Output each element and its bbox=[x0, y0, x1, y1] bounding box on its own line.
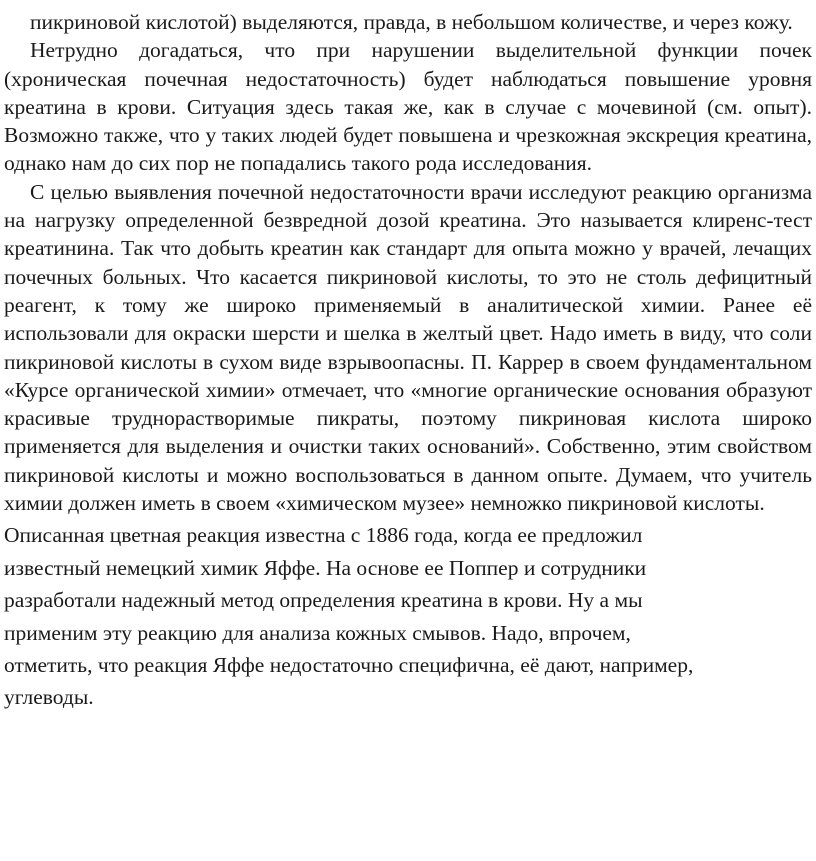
text-line: известный немецкий химик Яффе. На основе ее Поппер и сотрудники bbox=[4, 555, 647, 580]
text-line: углеводы. bbox=[4, 685, 94, 710]
text-line: разработали надежный метод определения креатина в крови. Ну а мы bbox=[4, 588, 643, 613]
text-line: Описанная цветная реакция известна с 1886 года, когда ее предложил bbox=[4, 523, 643, 548]
paragraph-kidney-function: Нетрудно догадаться, что при нарушении выделительной функции почек (хроническая почечная недостаточность) будет наблюдаться повышение уровня креатина в крови. Ситуация здесь такая же, как в случае с мочевиной (см. опыт). Возможно также, что у таких людей будет повышена и чрезкожная экскреция креатина, однако нам до сих пор не попадались такого рода исследования. bbox=[4, 38, 812, 176]
text-line: применим эту реакцию для анализа кожных смывов. Надо, впрочем, bbox=[4, 620, 631, 645]
paragraph-jaffe-reaction bbox=[4, 519, 812, 713]
paragraph-continuation: пикриновой кислотой) выделяются, правда, в небольшом количестве, и через кожу. bbox=[30, 10, 793, 34]
paragraph-picric-acid: С целью выявления почечной недостаточности врачи исследуют реакцию организма на нагрузку определенной безвредной дозой креатина. Это называется клиренс-тест креатинина. Так что добыть креатин как стандарт для опыта можно у врачей, лечащих почечных больных. Что касается пикриновой кислоты, то это не столь дефицитный реагент, к тому же широко применяемый в аналитической химии. Ранее её использовали для окраски шерсти и шелка в желтый цвет. Надо иметь в виду, что соли пикриновой кислоты в сухом виде взрывоопасны. П. Каррер в своем фундаментальном «Курсе органической химии» отмечает, что «многие органические основания образуют красивые труднорастворимые пикраты, поэтому пикриновая кислота широко применяется для выделения и очистки таких оснований». Собственно, этим свойством пикриновой кислоты и можно воспользоваться в данном опыте. Думаем, что учитель химии должен иметь в своем «химическом музее» немножко пикриновой кислоты. bbox=[4, 179, 812, 516]
text-line: отметить, что реакция Яффе недостаточно специфична, её дают, например, bbox=[4, 652, 694, 677]
